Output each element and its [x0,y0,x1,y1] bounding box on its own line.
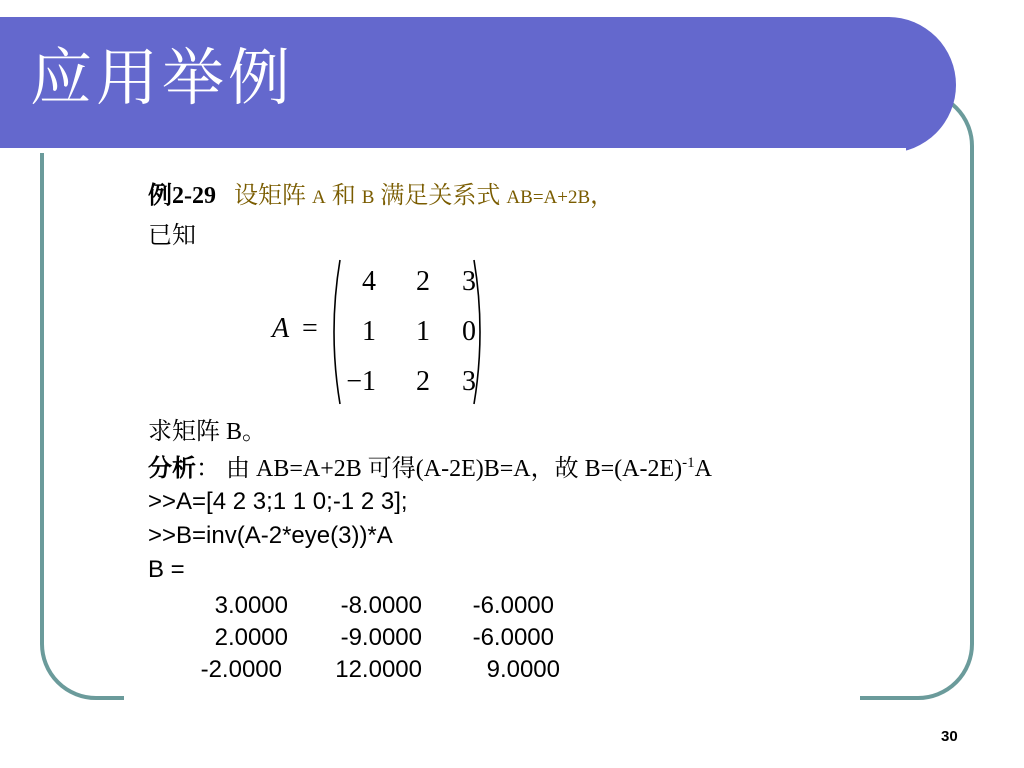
example-b: B [361,187,375,208]
example-line [148,184,614,208]
matrix-cell: 3 [462,366,476,397]
result-label: B = [148,556,185,583]
analysis-label: 分析 [148,456,196,482]
command-2: >>B=inv(A-2*eye(3))*A [148,522,393,549]
matrix-name: A [272,313,290,344]
example-label: 例2-29 [148,183,216,209]
result-cell: 3.0000 [214,592,288,619]
result-cell: -6.0000 [472,592,554,619]
analysis-line [148,456,712,481]
known-label: 已知 [148,223,196,249]
title-underline [0,148,906,153]
example-a: A [312,187,326,208]
analysis-colon: ： [196,456,220,482]
matrix-cell: 1 [362,316,376,347]
matrix-cell: 2 [416,366,430,397]
command-1: >>A=[4 2 3;1 1 0;-1 2 3]; [148,488,408,515]
example-relation: AB=A+2B [506,187,591,208]
matrix-cell: 4 [362,266,376,297]
result-cell: -2.0000 [200,656,282,683]
analysis-text-end: A [694,456,712,482]
find-matrix-b: 求矩阵 B。 [148,419,267,445]
matrix-cell: −1 [346,366,376,397]
page-number: 30 [941,728,958,745]
matrix-cell: 0 [462,316,476,347]
result-cell: -8.0000 [340,592,422,619]
example-end: ， [590,183,615,209]
example-text-2: 和 [331,183,356,209]
analysis-sup: -1 [682,455,695,471]
result-cell: -6.0000 [472,624,554,651]
matrix-a [272,258,502,406]
analysis-text: 由 AB=A+2B 可得(A-2E)B=A，故 B=(A-2E) [226,456,683,482]
result-cell: 2.0000 [214,624,288,651]
matrix-equals: = [302,313,318,344]
result-cell: 9.0000 [486,656,560,683]
frame-gap [124,686,860,708]
title-bar [0,17,956,153]
matrix-cell: 3 [462,266,476,297]
result-cell: -9.0000 [340,624,422,651]
matrix-cell: 1 [416,316,430,347]
matrix-cell: 2 [416,266,430,297]
example-text-3: 满足关系式 [380,183,501,209]
slide-title: 应用举例 [30,41,295,114]
result-cell: 12.0000 [335,656,422,683]
example-text-1: 设矩阵 [234,183,306,209]
